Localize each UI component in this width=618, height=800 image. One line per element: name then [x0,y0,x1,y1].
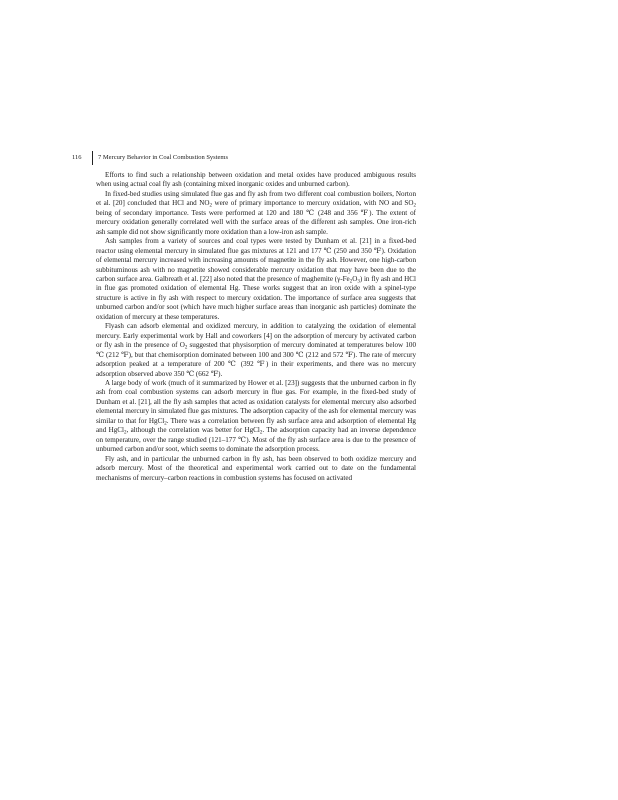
text-run: , although the correlation was better for HgCl [126,426,260,435]
subscript: 2 [164,421,167,427]
subscript: 2 [209,203,212,209]
subscript: 2 [349,279,353,285]
text-run: Fly ash, and in particular the unburned carbon in fly ash, has been observed to both oxidize mercury and adsorb mercury. Most of the theoretical and experimental work carried out to date on the fundamental mechanisms of mercury–carbon reactions in combustion systems has focused on activated [96,454,416,482]
subscript: 2 [123,430,127,436]
text-run: Ash samples from a variety of sources and coal types were tested by Dunham et al. [21] in a fixed-bed reactor using elemental mercury in simulated flue gas mixtures at 121 and 177 ℃ (250 and 350 ℉). Oxidation of elemental mercury increased with increasing amounts of magnetite in the fly ash. However, one high-carbon subbituminous ash with no magnetite showed considerable mercury oxidation that may have been due to the carbon surface area. Galbreath et al. [22] also noted that the presence of maghemite (γ-Fe [96,237,416,283]
subscript: 2 [413,203,416,209]
paragraph [96,322,416,379]
paragraph [96,379,416,455]
text-run: being of secondary importance. Tests were performed at 120 and 180 ℃ (248 and 356 ℉). The extent of mercury oxidation generally correlated well with the surface areas of the different ash samples. One iron-rich ash sample did not show significantly more oxidation than a low-iron ash sample. [96,208,416,236]
subscript: 2 [259,430,263,436]
text-run: ) in fly ash and HCl in flue gas promoted oxidation of elemental Hg. These works suggest that an iron oxide with a spinel-type structure is active in fly ash with respect to mercury oxidation. The importance of surface area suggests that unburned carbon and/or soot (which have much higher surface areas than inorganic ash particles) dominate the oxidation of mercury at these temperatures. [96,274,416,321]
chapter-title: 7 Mercury Behavior in Coal Combustion Systems [98,154,228,161]
subscript: 3 [357,279,360,285]
text-run: Flyash can adsorb elemental and oxidized mercury, in addition to catalyzing the oxidation of elemental mercury. Early experimental work by Hall and coworkers [4] on the adsorption of mercury by activated carbon or fly ash in the presence of O [96,322,416,350]
paragraph [96,237,416,322]
body-text [96,171,416,483]
subscript: 2 [184,345,188,351]
paragraph [96,455,416,483]
text-run: In fixed-bed studies using simulated flue gas and fly ash from two different coal combustion boilers, Norton et al. [20] concluded that HCl and NO [96,189,416,208]
text-run: suggested that physisorption of mercury dominated at temperatures below 100 ℃ (212 ℉), but that chemisorption dominated between 100 and 300 ℃ (212 and 572 ℉). The rate of mercury adsorption peaked at a temperature of 200 ℃ (392 ℉) in their experiments, and there was no mercury adsorption observed above 350 ℃ (662 ℉). [96,341,417,378]
text-run: were of primary importance to mercury oxidation, with NO and SO [211,199,414,208]
running-head [72,151,417,165]
paragraph [96,190,416,237]
text-run: . The adsorption capacity had an inverse dependence on temperature, over the range studied (121–177 ℃). Most of the fly ash surface area is due to the presence of unburned carbon and/or soot, which seems to dominate the adsorption process. [96,426,416,454]
text-run: . There was a correlation between fly ash surface area and adsorption of elemental Hg and HgCl [96,416,416,435]
text-run: Efforts to find such a relationship between oxidation and metal oxides have produced ambiguous results when using actual coal fly ash (containing mixed inorganic oxides and unburned carbon). [96,171,416,189]
text-run: A large body of work (much of it summarized by Hower et al. [23]) suggests that the unburned carbon in fly ash from coal combustion systems can adsorb mercury in flue gas. For example, in the fixed-bed study of Dunham et al. [21], all the fly ash samples that acted as oxidation catalysts for elemental mercury also adsorbed elemental mercury in simulated flue gas mixtures. The adsorption capacity of the ash for elemental mercury was similar to that for HgCl [96,378,416,425]
page-number: 116 [72,154,82,161]
header-divider [92,151,93,165]
paragraph [96,171,416,190]
text-run: O [352,274,358,283]
